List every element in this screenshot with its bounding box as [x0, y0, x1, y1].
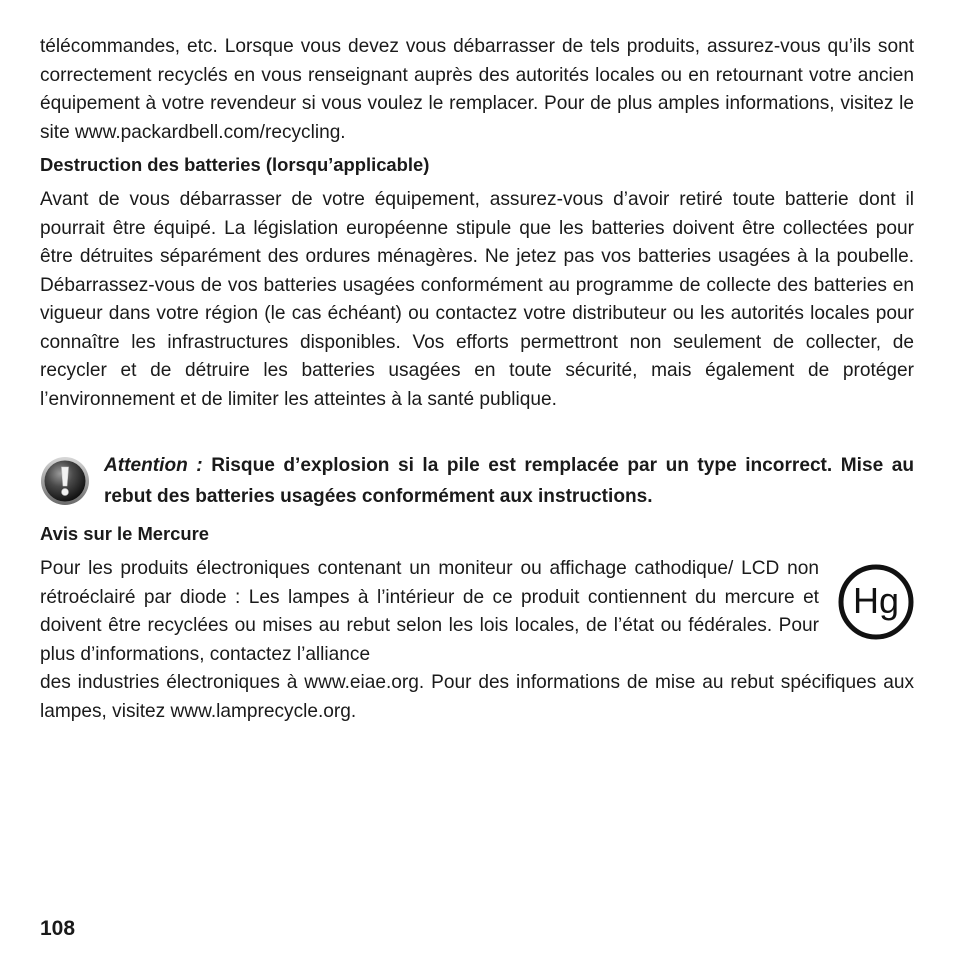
attention-text: Risque d’explosion si la pile est remplacée par un type incorrect. Mise au rebut des batteries usagées conformément aux instructions.	[104, 455, 914, 507]
mercury-paragraph-part1: Pour les produits électroniques contenant un moniteur ou affichage cathodique/ LCD non rétroéclairé par diode : Les lampes à l’intérieur de ce produit contiennent du mercure et doivent être recyclées ou mises au rebut selon les lois locales, de l’état ou fédérales. Pour plus d’informations, contactez l’alliance	[40, 558, 819, 665]
mercury-paragraph-part2: des industries électroniques à www.eiae.org. Pour des informations de mise au rebut spécifiques aux lampes, visitez www.lamprecycle.org.	[40, 672, 914, 722]
batteries-heading: Destruction des batteries (lorsqu’applicable)	[40, 154, 430, 175]
mercury-hg-icon	[836, 562, 916, 642]
mercury-heading: Avis sur le Mercure	[40, 523, 209, 544]
recycling-paragraph: télécommandes, etc. Lorsque vous devez vous débarrasser de tels produits, assurez-vous qu’ils sont correctement recyclés en vous renseignant auprès des autorités locales ou en retournant votre ancien équipement à votre revendeur si vous voulez le remplacer. Pour de plus amples informations, visitez le site www.packardbell.com/recycling.	[40, 36, 914, 143]
warning-exclamation-icon	[40, 456, 90, 506]
page-number: 108	[40, 917, 76, 940]
batteries-paragraph: Avant de vous débarrasser de votre équipement, assurez-vous d’avoir retiré toute batterie dont il pourrait être équipé. La législation européenne stipule que les batteries doivent être collectées pour être détruites séparément des ordures ménagères. Ne jetez pas vos batteries usagées à la poubelle. Débarrassez-vous de vos batteries usagées conformément au programme de collecte des batteries en vigueur dans votre région (le cas échéant) ou contactez votre distributeur ou les autorités locales pour connaître les infrastructures disponibles. Vos efforts permettront non seulement de collecter, de recycler et de détruire les batteries usagées en toute sécurité, mais également de protéger l’environnement et de limiter les atteintes à la santé publique.	[40, 189, 914, 410]
mercury-symbol-text: Hg	[852, 580, 900, 621]
attention-note	[104, 451, 914, 512]
attention-label: Attention :	[104, 455, 203, 476]
